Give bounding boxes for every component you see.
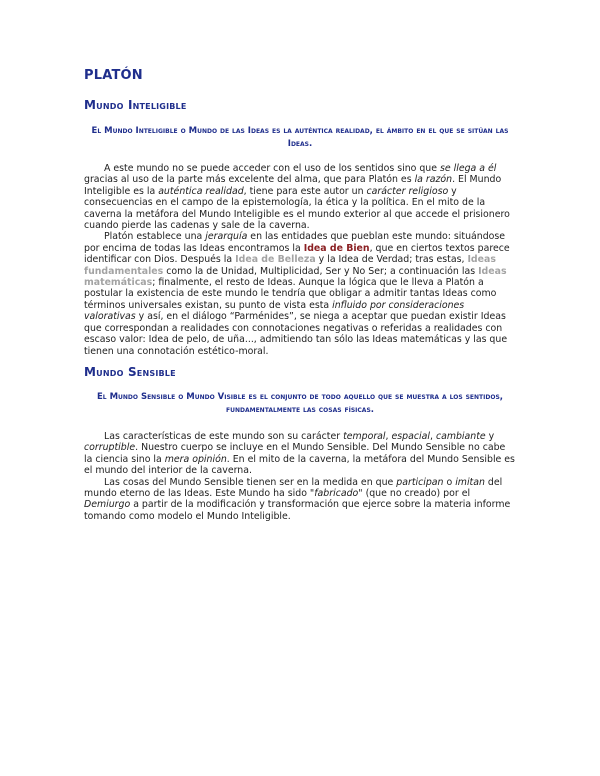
italic-text: influido por consideraciones valorativas <box>84 299 465 323</box>
italic-text: jerarquía <box>205 231 248 243</box>
text-run: y la Idea de Verdad; tras estas, <box>315 254 468 266</box>
text-run: . Nuestro cuerpo se incluye en el Mundo Sensible. Del Mundo Sensible no cabe la ciencia sino la <box>84 442 506 465</box>
text-run: , <box>385 431 392 442</box>
text-run: Las cosas del Mundo Sensible tienen ser en la medida en que <box>104 476 397 488</box>
italic-text: espacial <box>391 431 430 442</box>
text-run: " (que no creado) por el <box>358 488 471 500</box>
text-run: , que en ciertos textos parece identificar con Dios. Después la <box>84 242 510 266</box>
section-subtitle-sensible: El Mundo Sensible o Mundo Visible es el conjunto de todo aquello que se muestra a los sentidos, fundamentalmente las cosas físicas. <box>96 392 504 415</box>
text-run: Las características de este mundo son su carácter <box>104 431 344 442</box>
italic-text: corruptible <box>84 442 136 454</box>
text-run: y así, en el diálogo “Parménides”, se niega a aceptar que puedan existir Ideas que correspondan a realidades con connotaciones negativas o referidas a realidades con escaso valor: Idea de pelo, de uña..., admitiendo tan sólo las Ideas matemáticas y las que tienen una connotación estético-moral. <box>84 311 508 357</box>
italic-text: participan <box>396 476 444 488</box>
text-run: , tiene para este autor un <box>243 185 367 197</box>
section-heading-intelligible: Mundo Inteligible <box>84 98 187 112</box>
highlight-term: Idea de Bien <box>303 242 370 254</box>
section-subtitle-intelligible: El Mundo Inteligible o Mundo de las Ideas es la auténtica realidad, el ámbito en el que se sitúan las Ideas. <box>91 126 509 149</box>
text-run: y consecuencias en el campo de la epistemología, la ética y la política. En el mito de la caverna la metáfora del Mundo Inteligible es el mundo exterior al que accede el prisionero cuando pierde las cadenas y sale de la caverna. <box>84 185 510 232</box>
body-sensible <box>84 431 516 522</box>
section-heading-sensible: Mundo Sensible <box>84 365 176 379</box>
italic-text: mera opinión <box>164 453 227 465</box>
text-run: ; finalmente, el resto de Ideas. Aunque la lógica que le lleva a Platón a postular la existencia de este mundo le tendría que obligar a admitir tantas Ideas como términos universales existan, su punto de vista esta <box>84 277 497 311</box>
body-intelligible <box>84 163 516 357</box>
highlight-term: Ideas fundamentales <box>84 254 496 277</box>
italic-text: se llega a él <box>440 163 497 174</box>
italic-text: temporal <box>343 431 386 442</box>
text-run: . El Mundo Inteligible es la <box>84 174 502 197</box>
paragraph <box>84 231 516 356</box>
text-run: , <box>429 431 436 442</box>
italic-text: la razón <box>414 174 453 186</box>
paragraph <box>84 431 516 477</box>
text-run: como la de Unidad, Multiplicidad, Ser y No Ser; a continuación las <box>163 265 479 277</box>
page-title: PLATÓN <box>84 68 143 83</box>
italic-text: Demiurgo <box>84 499 131 511</box>
text-run: en las entidades que pueblan este mundo: situándose por encima de todas las Ideas encontramos la <box>84 231 506 254</box>
text-run: a partir de la modificación y transformación que ejerce sobre la materia informe tomando como modelo el Mundo Inteligible. <box>84 499 511 522</box>
highlight-term: Idea de Belleza <box>235 254 316 266</box>
text-run: del mundo eterno de las Ideas. Este Mundo ha sido " <box>84 476 503 500</box>
highlight-term: Ideas matemáticas <box>84 265 507 289</box>
text-run: o <box>443 476 456 488</box>
text-run: A este mundo no se puede acceder con el uso de los sentidos sino que <box>104 163 440 174</box>
italic-text: fabricado <box>314 488 359 500</box>
italic-text: imitan <box>455 476 485 488</box>
italic-text: cambiante <box>435 431 486 442</box>
text-run: y <box>485 431 495 442</box>
text-run: . En el mito de la caverna, la metáfora del Mundo Sensible es el mundo del interior de la caverna. <box>84 453 515 477</box>
text-run: Platón establece una <box>104 231 206 243</box>
italic-text: carácter religioso <box>366 185 449 197</box>
paragraph <box>84 163 516 231</box>
paragraph <box>84 477 516 523</box>
text-run: gracias al uso de la parte más excelente del alma, que para Platón es <box>84 174 415 186</box>
italic-text: auténtica realidad <box>158 185 244 197</box>
